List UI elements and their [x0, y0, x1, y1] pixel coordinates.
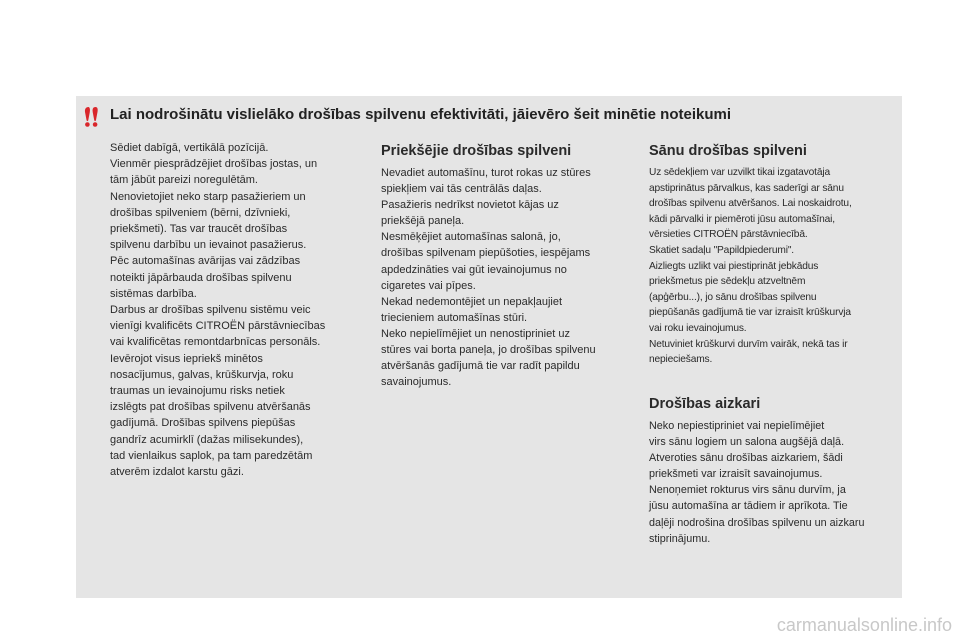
warning-exclamation-icon [80, 104, 102, 128]
front-airbags-title: Priekšējie drošības spilveni [381, 143, 572, 159]
section-header [80, 104, 900, 130]
side-airbags-text: Uz sēdekļiem var uzvilkt tikai izgatavotāja apstiprinātus pārvalkus, kas saderīgi ar sānu drošības spilvenu atvēršanos. Lai noskaidrotu, kādi pārvalki ir piemēroti jūsu automašīnai, vērsieties CITROËN pārstāvniecībā. Skatiet sadaļu "Papildpiederumi". Aizliegts uzlikt vai piestiprināt jebkādus priekšmetus pie sēdekļu atzveltnēm (apģērbu...), jo sānu drošības spilvenu piepūšanās gadījumā tie var izraisīt krūškurvja vai roku ievainojumus. Netuviniet krūškurvi durvīm vairāk, nekā tas ir nepieciešams. [649, 167, 852, 366]
general-rules-text: Sēdiet dabīgā, vertikālā pozīcijā. Vienmēr piesprādzējiet drošības jostas, un tām jābūt pareizi noregulētām. Nenovietojiet neko starp pasažieriem un drošības spilveniem (bērni, dzīvnieki, priekšmeti). Tas var traucēt drošības spilvenu darbību un ievainot pasažierus. Pēc automašīnas avārijas vai zādzības noteikti jāpārbauda drošības spilvenu sistēmas darbība. Darbus ar drošības spilvenu sistēmu veic vienīgi kvalificēts CITROËN pārstāvniecības vai kvalificētas remontdarbnīcas personāls. Ievērojot visus iepriekš minētos nosacījumus, galvas, krūškurvja, roku traumas un ievainojumu risks netiek izslēgts pat drošības spilvenu atvēršanās gadījumā. Drošības spilvens piepūšas gandrīz acumirklī (dažas milisekundes), tad vienlaikus saplok, pa tam paredzētām atverēm izdalot karstu gāzi. [110, 142, 326, 479]
curtain-airbags-title: Drošības aizkari [649, 396, 761, 412]
front-airbags-section [381, 143, 641, 390]
page-title: Lai nodrošinātu vislielāko drošības spilvenu efektivitāti, jāievēro šeit minētie noteikumi [110, 106, 732, 123]
side-airbags-section [649, 143, 899, 368]
curtain-airbags-text: Neko nepiestipriniet vai nepielīmējiet virs sānu logiem un salona augšējā daļā. Atveroties sānu drošības aizkariem, šādi priekšmeti var izraisīt savainojumus. Nenoņemiet rokturus virs sānu durvīm, ja jūsu automašīna ar tādiem ir aprīkota. Tie daļēji nodrošina drošības spilvenu un aizkaru stiprinājumu. [649, 420, 865, 545]
front-airbags-text: Nevadiet automašīnu, turot rokas uz stūres spiekļiem vai tās centrālās daļas. Pasažieris nedrīkst novietot kājas uz priekšējā paneļa. Nesmēķējiet automašīnas salonā, jo, drošības spilvenam piepūšoties, iespējams apdedzināties vai gūt ievainojumus no cigaretes vai pīpes. Nekad nedemontējiet un nepakļaujiet triecieniem automašīnas stūri. Neko nepielīmējiet un nenostipriniet uz stūres vai borta paneļa, jo drošības spilvenu atvēršanās gadījumā tie var radīt papildu savainojumus. [381, 167, 596, 389]
watermark: carmanualsonline.info [776, 615, 952, 635]
side-airbags-title: Sānu drošības spilveni [649, 143, 807, 159]
curtain-airbags-section [649, 396, 901, 547]
general-rules-column [110, 140, 372, 480]
